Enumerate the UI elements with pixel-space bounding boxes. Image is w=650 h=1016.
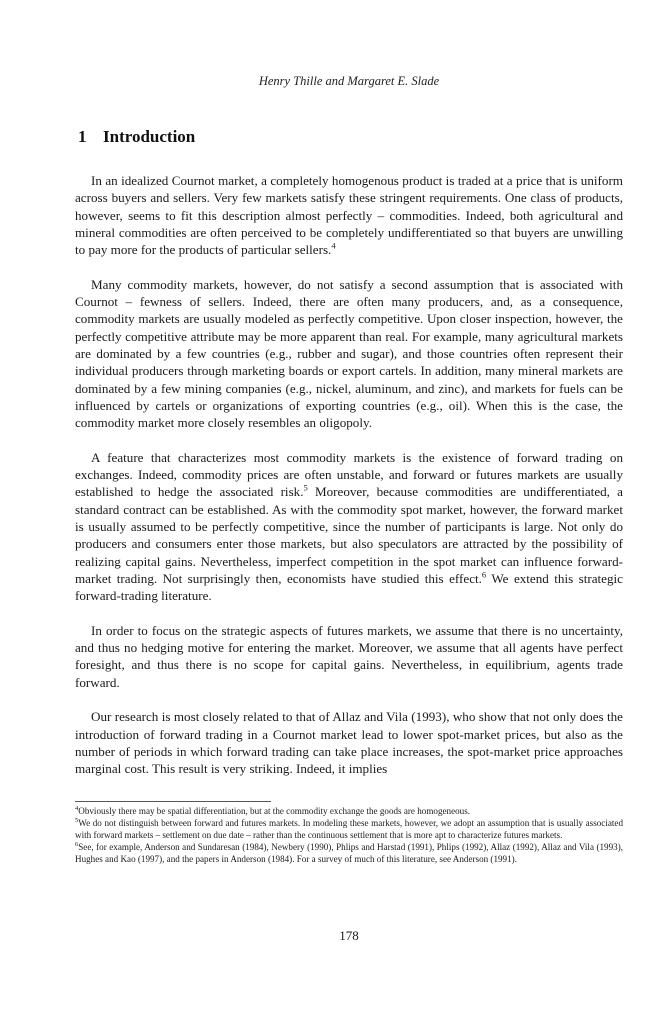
footnote-mark: 6	[75, 841, 79, 849]
footnote-text: We do not distinguish between forward and futures markets. In modeling these markets, however, we adopt an assumption that is usually associated with forward markets – settlement on due date – rather than the continuous settlement that is more apt to characterize futures markets.	[75, 818, 623, 841]
paragraph-text: Our research is most closely related to that of Allaz and Vila (1993), who show that not only does the introduction of forward trading in a Cournot market lead to lower spot-market prices, but also as the number of periods in which forward trading can take place increases, the spot-market price approaches marginal cost. This result is very striking. Indeed, it implies	[75, 709, 623, 777]
paragraph-1	[75, 172, 623, 258]
footnote-text: Obviously there may be spatial differentiation, but at the commodity exchange the goods are homogeneous.	[78, 806, 471, 816]
footnote-marker: 4	[331, 240, 336, 251]
paragraph-text: A feature that characterizes most commodity markets is the existence of forward trading on exchanges. Indeed, commodity prices are often unstable, and forward or futures markets are usually established to hedge the associated risk.	[75, 449, 623, 500]
paragraph-text: Many commodity markets, however, do not satisfy a second assumption that is associated with Cournot – fewness of sellers. Indeed, there are often many producers, and, as a consequence, commodity markets are usually modeled as perfectly competitive. Upon closer inspection, however, the perfectly competitive attribute may be more apparent than real. For example, many agricultural markets are dominated by a few countries (e.g., rubber and sugar), and those countries often represent their individual producers through marketing boards or export cartels. In addition, many mineral markets are dominated by a few mining companies (e.g., nickel, aluminum, and zinc), and markets for fuels can be influenced by cartels or organizations of exporting countries (e.g., oil). When this is the case, the commodity market more closely resembles an oligopoly.	[75, 276, 623, 431]
footnote-4	[75, 805, 623, 817]
section-title: Introduction	[103, 127, 196, 146]
paragraph-text: In an idealized Cournot market, a completely homogenous product is traded at a price that is uniform across buyers and sellers. Very few markets satisfy these stringent requirements. One class of products, however, seems to fit this description almost perfectly – commodities. Indeed, both agricultural and mineral commodities are often perceived to be completely undifferentiated so that buyers are unwilling to pay more for the products of particular sellers.	[75, 173, 623, 258]
body-text	[75, 172, 623, 777]
footnote-marker: 5	[303, 482, 308, 493]
page-number: 178	[339, 928, 359, 943]
footnote-6	[75, 841, 623, 865]
paragraph-3	[75, 449, 623, 605]
section-number: 1	[78, 127, 87, 146]
footnote-text: See, for example, Anderson and Sundaresan (1984), Newbery (1990), Phlips and Harstad (1991), Phlips (1992), Allaz (1992), Allaz and Vila (1993), Hughes and Kao (1997), and the papers in Anderson (1984). For a survey of much of this literature, see Anderson (1991).	[75, 842, 623, 865]
page	[75, 0, 623, 1016]
section-heading	[78, 127, 195, 147]
running-head: Henry Thille and Margaret E. Slade	[258, 74, 440, 88]
paragraph-text: We extend this strategic forward-trading literature.	[75, 570, 623, 604]
footnotes	[75, 805, 623, 865]
footnote-mark: 5	[75, 817, 79, 825]
paragraph-5	[75, 708, 623, 777]
footnote-divider	[75, 801, 271, 802]
footnote-marker: 6	[481, 569, 487, 580]
paragraph-text: In order to focus on the strategic aspects of futures markets, we assume that there is no uncertainty, and thus no hedging motive for entering the market. Moreover, we assume that all agents have perfect foresight, and thus there is no scope for capital gains. Nevertheless, in equilibrium, agents trade forward.	[75, 622, 623, 690]
footnote-5	[75, 817, 623, 841]
paragraph-text: Moreover, because commodities are undifferentiated, a standard contract can be established. As with the commodity spot market, however, the forward market is usually assumed to be perfectly competitive, since the number of participants is large. Not only do producers and consumers enter those markets, but also speculators are attracted by the possibility of realizing capital gains. Nevertheless, imperfect competition in the spot market can influence forward-market trading. Not surprisingly then, economists have studied this effect.	[75, 484, 623, 586]
paragraph-2	[75, 276, 623, 432]
footnote-mark: 4	[75, 804, 79, 812]
paragraph-4	[75, 622, 623, 691]
